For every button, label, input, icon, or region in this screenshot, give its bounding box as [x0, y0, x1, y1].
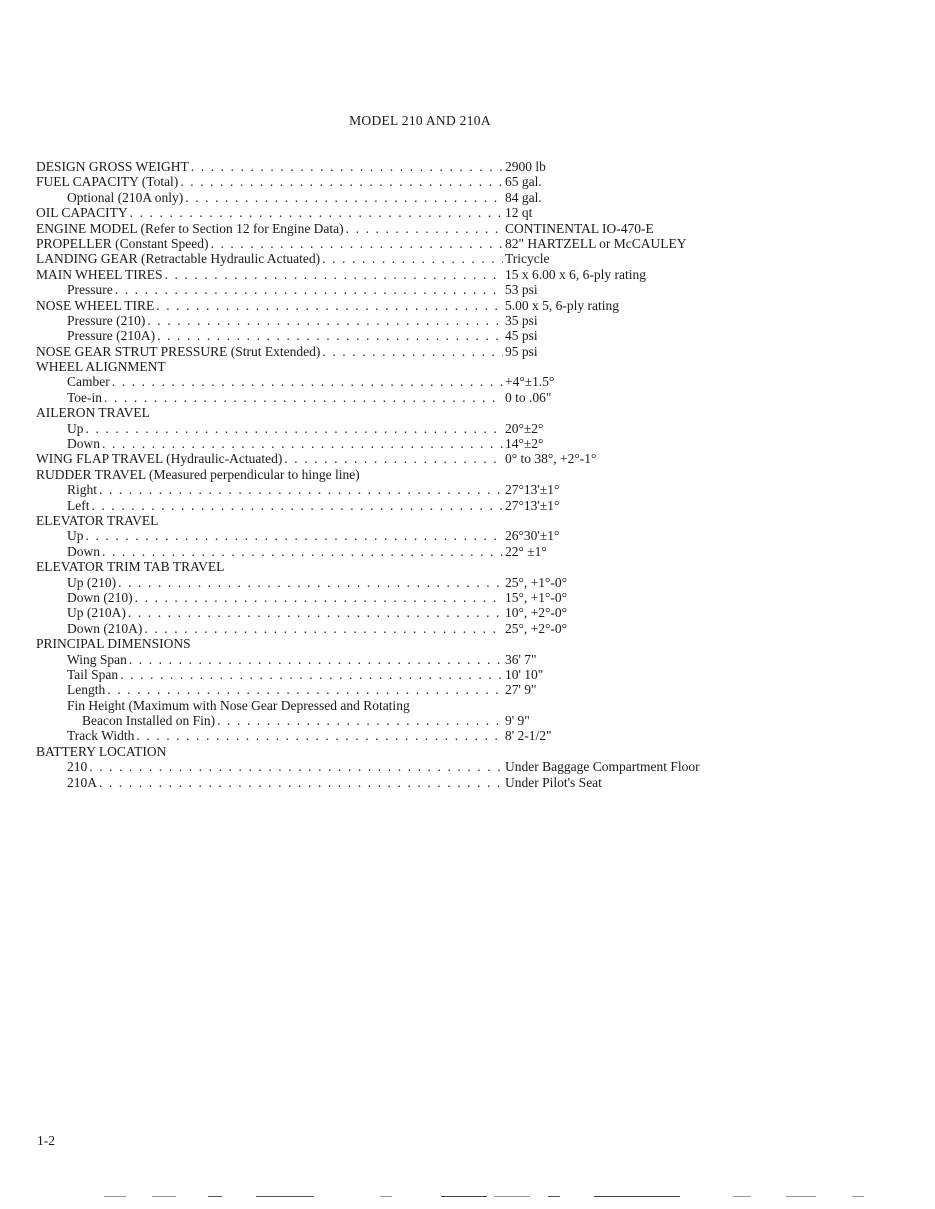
- spec-label: [36, 251, 503, 266]
- spec-label-text: Up: [67, 528, 84, 544]
- spec-label-text: PRINCIPAL DIMENSIONS: [36, 636, 191, 652]
- spec-row: [36, 236, 816, 251]
- scan-artifact-line: [256, 1196, 314, 1197]
- spec-label: [36, 405, 503, 420]
- spec-label-text: Down (210A): [67, 620, 143, 636]
- spec-row: [36, 359, 816, 374]
- spec-label-text: Track Width: [67, 728, 135, 744]
- spec-row: [36, 498, 816, 513]
- spec-value: CONTINENTAL IO-470-E: [505, 220, 654, 236]
- spec-label-text: DESIGN GROSS WEIGHT: [36, 159, 189, 174]
- spec-label: [36, 344, 503, 359]
- spec-value: 45 psi: [505, 328, 538, 344]
- spec-label-text: Left: [67, 497, 90, 513]
- spec-label-text: ELEVATOR TRAVEL: [36, 512, 159, 528]
- spec-label-text: WHEEL ALIGNMENT: [36, 359, 166, 375]
- spec-label-text: NOSE WHEEL TIRE: [36, 297, 155, 313]
- spec-row: [36, 590, 816, 605]
- spec-row: [36, 174, 816, 189]
- spec-label: [36, 421, 503, 436]
- spec-label-text: Right: [67, 482, 98, 498]
- scan-artifact-line: [494, 1196, 530, 1197]
- spec-label-text: FUEL CAPACITY (Total): [36, 174, 179, 190]
- spec-label: [36, 544, 503, 559]
- spec-label-text: ELEVATOR TRIM TAB TRAVEL: [36, 559, 225, 575]
- spec-label-text: WING FLAP TRAVEL (Hydraulic-Actuated): [36, 451, 283, 467]
- spec-value: 82" HARTZELL or McCAULEY: [505, 235, 687, 251]
- spec-label: [36, 451, 503, 466]
- spec-label: [36, 713, 503, 728]
- spec-label: [36, 482, 503, 497]
- spec-row: [36, 744, 816, 759]
- spec-row: [36, 528, 816, 543]
- spec-row: [36, 728, 816, 743]
- spec-value: 36' 7": [505, 651, 537, 667]
- spec-row: [36, 267, 816, 282]
- spec-value: 0 to .06": [505, 389, 552, 405]
- spec-label-text: Up: [67, 420, 84, 436]
- spec-label-text: Beacon Installed on Fin): [82, 713, 216, 729]
- spec-label-text: NOSE GEAR STRUT PRESSURE (Strut Extended): [36, 343, 321, 359]
- spec-value: 65 gal.: [505, 174, 542, 190]
- spec-label: [36, 621, 503, 636]
- spec-value: 35 psi: [505, 312, 538, 328]
- spec-row: [36, 313, 816, 328]
- spec-value: 5.00 x 5, 6-ply rating: [505, 297, 619, 313]
- spec-row: [36, 775, 816, 790]
- spec-row: [36, 451, 816, 466]
- spec-label: [36, 390, 503, 405]
- spec-label-text: BATTERY LOCATION: [36, 743, 167, 759]
- spec-value: Tricycle: [505, 251, 550, 267]
- spec-row: [36, 405, 816, 420]
- spec-label: [36, 236, 503, 251]
- spec-value: 8' 2-1/2": [505, 728, 552, 744]
- spec-row: [36, 713, 816, 728]
- spec-label: [36, 728, 503, 743]
- spec-label: [36, 744, 503, 759]
- page-number: 1-2: [37, 1133, 55, 1148]
- spec-label: [36, 221, 503, 236]
- spec-value: 10' 10": [505, 666, 544, 682]
- spec-label-text: Wing Span: [67, 651, 127, 667]
- spec-row: [36, 344, 816, 359]
- spec-label: [36, 652, 503, 667]
- spec-value: 27°13'±1°: [505, 482, 560, 498]
- spec-row: [36, 282, 816, 297]
- spec-row: [36, 436, 816, 451]
- spec-value: 25°, +1°-0°: [505, 574, 568, 590]
- spec-value: 12 qt: [505, 205, 533, 221]
- spec-label: [36, 575, 503, 590]
- spec-label-text: Down: [67, 436, 100, 452]
- spec-label: [36, 159, 503, 174]
- spec-value: 10°, +2°-0°: [505, 605, 568, 621]
- spec-value: 27°13'±1°: [505, 497, 560, 513]
- spec-label-text: Tail Span: [67, 666, 119, 682]
- spec-label: [36, 298, 503, 313]
- spec-value: +4°±1.5°: [505, 374, 555, 390]
- spec-label-text: Pressure (210A): [67, 328, 156, 344]
- spec-value: 0° to 38°, +2°-1°: [505, 451, 597, 467]
- spec-label-text: AILERON TRAVEL: [36, 405, 150, 421]
- spec-label: [36, 313, 503, 328]
- spec-label: [36, 174, 503, 189]
- spec-label-text: Optional (210A only): [67, 189, 184, 205]
- spec-label: [36, 436, 503, 451]
- spec-label: [36, 374, 503, 389]
- spec-row: [36, 328, 816, 343]
- spec-label: [36, 282, 503, 297]
- scan-artifact-line: [104, 1196, 126, 1197]
- spec-value: 84 gal.: [505, 189, 542, 205]
- spec-label: [36, 528, 503, 543]
- spec-label-text: Down: [67, 543, 100, 559]
- spec-row: [36, 190, 816, 205]
- spec-label-text: Pressure (210): [67, 312, 146, 328]
- spec-label-text: 210: [67, 759, 88, 775]
- spec-row: [36, 667, 816, 682]
- spec-label: [36, 359, 503, 374]
- page-title: MODEL 210 AND 210A: [349, 113, 491, 128]
- spec-label-text: 210A: [67, 774, 97, 790]
- spec-label-text: LANDING GEAR (Retractable Hydraulic Actuated): [36, 251, 321, 267]
- spec-label: [36, 328, 503, 343]
- scan-artifact-line: [152, 1196, 176, 1197]
- spec-value: 20°±2°: [505, 420, 544, 436]
- spec-row: [36, 559, 816, 574]
- spec-row: [36, 298, 816, 313]
- spec-row: [36, 652, 816, 667]
- spec-value: Under Pilot's Seat: [505, 774, 602, 790]
- spec-value: 53 psi: [505, 282, 538, 298]
- spec-label-text: Camber: [67, 374, 110, 390]
- spec-label-text: Fin Height (Maximum with Nose Gear Depressed and Rotating: [67, 697, 410, 713]
- spec-label-text: Up (210): [67, 574, 117, 590]
- spec-label: [36, 698, 503, 713]
- spec-label: [36, 775, 503, 790]
- spec-row: [36, 251, 816, 266]
- spec-label: [36, 559, 503, 574]
- spec-row: [36, 682, 816, 697]
- spec-row: [36, 221, 816, 236]
- spec-row: [36, 159, 816, 174]
- spec-value: 15°, +1°-0°: [505, 589, 568, 605]
- spec-row: [36, 575, 816, 590]
- spec-label: [36, 190, 503, 205]
- scan-artifact-line: [733, 1196, 751, 1197]
- spec-value: 27' 9": [505, 682, 537, 698]
- spec-label-text: OIL CAPACITY: [36, 205, 128, 221]
- scan-artifact-line: [380, 1196, 392, 1197]
- spec-row: [36, 374, 816, 389]
- spec-label-text: Up (210A): [67, 605, 126, 621]
- spec-value: 26°30'±1°: [505, 528, 560, 544]
- spec-row: [36, 698, 816, 713]
- specifications-list: [36, 159, 816, 790]
- spec-row: [36, 467, 816, 482]
- spec-label-text: Pressure: [67, 282, 113, 298]
- spec-row: [36, 636, 816, 651]
- spec-label: [36, 759, 503, 774]
- scan-artifact-line: [786, 1196, 816, 1197]
- spec-label: [36, 498, 503, 513]
- spec-row: [36, 421, 816, 436]
- spec-row: [36, 759, 816, 774]
- spec-value: 15 x 6.00 x 6, 6-ply rating: [505, 266, 646, 282]
- spec-value: 25°, +2°-0°: [505, 620, 568, 636]
- scan-artifact-line: [852, 1196, 864, 1197]
- spec-label: [36, 467, 503, 482]
- spec-label-text: ENGINE MODEL (Refer to Section 12 for Engine Data): [36, 220, 344, 236]
- spec-value: 9' 9": [505, 713, 530, 729]
- spec-label: [36, 590, 503, 605]
- spec-value: 22° ±1°: [505, 543, 547, 559]
- scan-artifact-line: [548, 1196, 560, 1197]
- spec-value: 14°±2°: [505, 436, 544, 452]
- spec-label-text: Toe-in: [67, 389, 103, 405]
- spec-label: [36, 205, 503, 220]
- spec-row: [36, 482, 816, 497]
- scan-artifact-line: [208, 1196, 222, 1197]
- spec-label-text: RUDDER TRAVEL (Measured perpendicular to hinge line): [36, 466, 360, 482]
- spec-label: [36, 513, 503, 528]
- spec-row: [36, 513, 816, 528]
- spec-label: [36, 605, 503, 620]
- scan-artifact-line: [594, 1196, 680, 1197]
- spec-label: [36, 267, 503, 282]
- spec-label-text: PROPELLER (Constant Speed): [36, 235, 209, 251]
- spec-value: 95 psi: [505, 343, 538, 359]
- spec-value: 2900 lb: [505, 159, 546, 174]
- spec-label: [36, 636, 503, 651]
- spec-row: [36, 605, 816, 620]
- spec-row: [36, 205, 816, 220]
- scan-artifact-line: [441, 1196, 487, 1197]
- spec-row: [36, 390, 816, 405]
- spec-row: [36, 544, 816, 559]
- spec-label: [36, 667, 503, 682]
- spec-label-text: MAIN WHEEL TIRES: [36, 266, 163, 282]
- spec-label-text: Length: [67, 682, 106, 698]
- spec-label: [36, 682, 503, 697]
- spec-row: [36, 621, 816, 636]
- spec-label-text: Down (210): [67, 589, 133, 605]
- spec-value: Under Baggage Compartment Floor: [505, 759, 700, 775]
